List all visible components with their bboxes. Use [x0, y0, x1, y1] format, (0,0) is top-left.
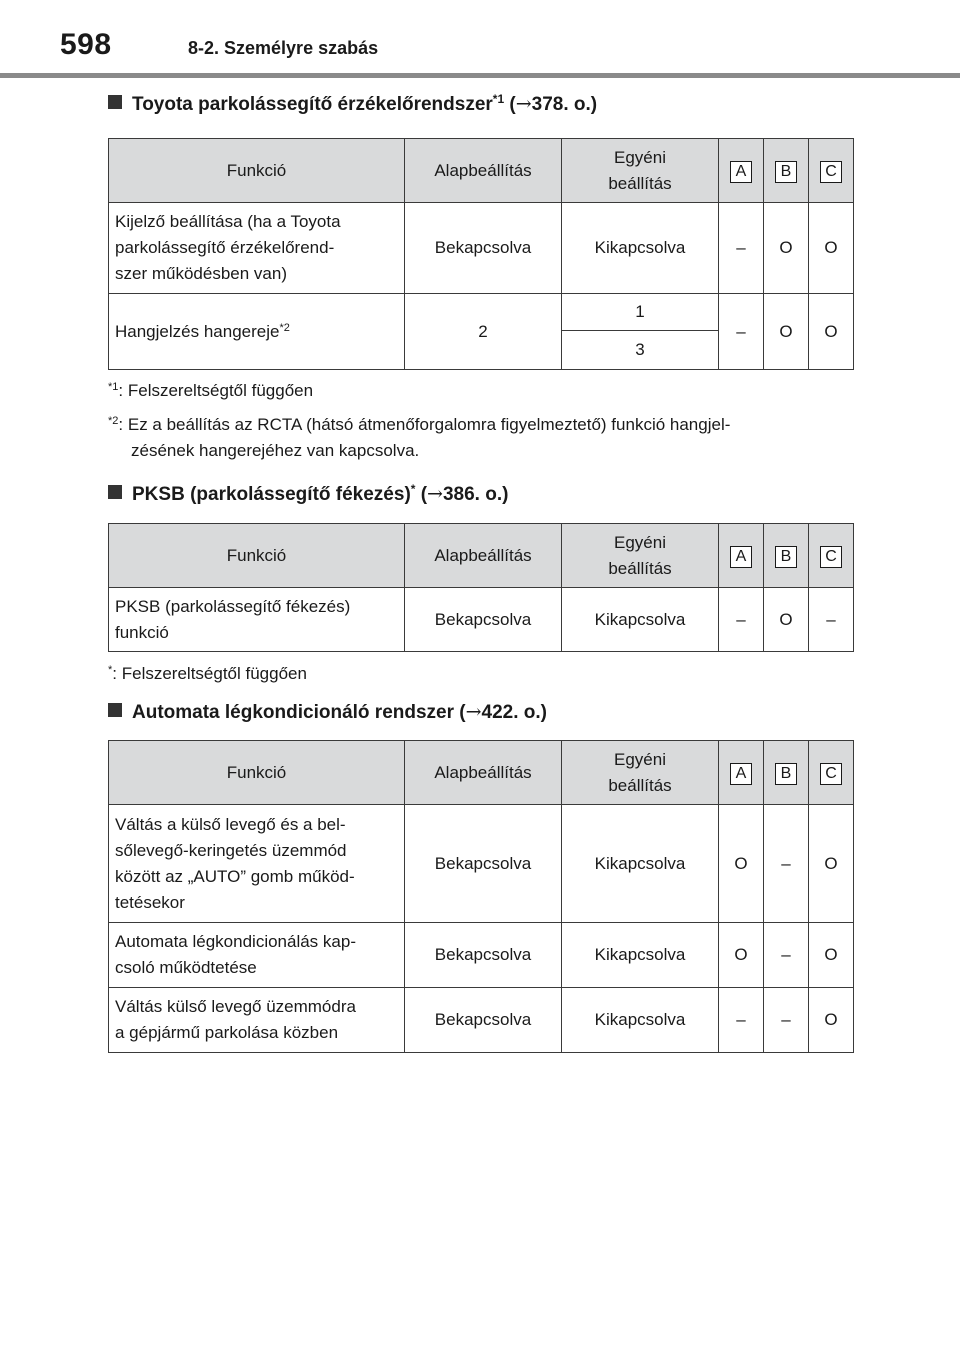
cell-a: –	[719, 203, 764, 294]
reference-arrow-icon: →	[465, 701, 482, 723]
function-cell: Kijelző beállítása (ha a Toyota parkolássegítő érzékelőrend- szer működésben van)	[109, 203, 405, 294]
cell-b: –	[764, 988, 809, 1053]
section-bullet-icon	[108, 703, 122, 717]
col-header-c: C	[809, 524, 854, 588]
cell-a: O	[719, 805, 764, 923]
function-cell: Hangjelzés hangereje$^{*2}$	[109, 294, 405, 370]
cell-b: –	[764, 805, 809, 923]
cell-c: O	[809, 294, 854, 370]
page-reference-link[interactable]: 378. o.)	[531, 94, 598, 115]
cell-c: O	[809, 988, 854, 1053]
custom-cell: Kikapcsolva	[562, 988, 719, 1053]
cell-c: –	[809, 588, 854, 652]
reference-arrow-icon: →	[515, 93, 532, 115]
col-header-c: C	[809, 139, 854, 203]
table-row	[109, 588, 854, 652]
chapter-title: 8-2. Személyre szabás	[188, 38, 379, 58]
section-title-pksb: PKSB (parkolássegítő fékezés)* (→386. o.)	[108, 483, 508, 506]
col-header-c: C	[809, 741, 854, 805]
section-title-parking-sensor: Toyota parkolássegítő érzékelőrendszer$^{*1}$ (→378. o.)	[108, 93, 597, 116]
cell-c: O	[809, 805, 854, 923]
col-header-function: Funkció	[109, 524, 405, 588]
page-header	[0, 0, 960, 80]
settings-table-pksb	[108, 523, 854, 652]
col-header-custom: Egyéni beállítás	[562, 741, 719, 805]
col-header-b: B	[764, 139, 809, 203]
cell-c: O	[809, 923, 854, 988]
table-row	[109, 805, 854, 923]
footnote: $^{*2}$: Ez a beállítás az RCTA (hátsó átmenőforgalomra figyelmeztető) funkció hangjel- zésének hangerejéhez van kapcsolva.	[108, 415, 731, 460]
col-header-default: Alapbeállítás	[405, 139, 562, 203]
default-cell: Bekapcsolva	[405, 988, 562, 1053]
page-reference-link[interactable]: 422. o.)	[481, 702, 548, 723]
custom-option: 3	[635, 340, 645, 359]
custom-cell: Kikapcsolva	[562, 805, 719, 923]
default-cell: Bekapcsolva	[405, 923, 562, 988]
cell-b: –	[764, 923, 809, 988]
reference-arrow-icon: →	[427, 483, 443, 505]
col-header-custom: Egyéni beállítás	[562, 524, 719, 588]
table-header-row	[109, 741, 854, 805]
function-cell: Váltás a külső levegő és a bel- sőlevegő-keringetés üzemmód között az „AUTO” gomb működ- tetésekor	[109, 805, 405, 923]
col-header-default: Alapbeállítás	[405, 741, 562, 805]
col-header-a: A	[719, 524, 764, 588]
custom-cell: Kikapcsolva	[562, 203, 719, 294]
table-header-row	[109, 139, 854, 203]
default-cell: 2	[405, 294, 562, 370]
custom-option: 1	[562, 294, 718, 331]
footnote: *: Felszereltségtől függően	[108, 664, 307, 683]
cell-c: O	[809, 203, 854, 294]
table-row	[109, 203, 854, 294]
col-header-custom: Egyéni beállítás	[562, 139, 719, 203]
col-header-default: Alapbeállítás	[405, 524, 562, 588]
table-row	[109, 923, 854, 988]
function-cell: Váltás külső levegő üzemmódra a gépjármű parkolása közben	[109, 988, 405, 1053]
default-cell: Bekapcsolva	[405, 588, 562, 652]
page-reference-link[interactable]: 386. o.)	[442, 484, 509, 505]
col-header-a: A	[719, 741, 764, 805]
custom-cell-options	[562, 294, 719, 370]
col-header-function: Funkció	[109, 741, 405, 805]
col-header-a: A	[719, 139, 764, 203]
settings-table-auto-ac	[108, 740, 854, 1053]
custom-cell: Kikapcsolva	[562, 588, 719, 652]
col-header-b: B	[764, 741, 809, 805]
cell-b: O	[764, 588, 809, 652]
section-bullet-icon	[108, 95, 122, 109]
function-cell: PKSB (parkolássegítő fékezés) funkció	[109, 588, 405, 652]
page-number: 598	[60, 28, 112, 61]
col-header-function: Funkció	[109, 139, 405, 203]
col-header-b: B	[764, 524, 809, 588]
section-bullet-icon	[108, 485, 122, 499]
cell-a: –	[719, 988, 764, 1053]
custom-cell: Kikapcsolva	[562, 923, 719, 988]
default-cell: Bekapcsolva	[405, 805, 562, 923]
section-title-auto-ac: Automata légkondicionáló rendszer (→422. o.)	[108, 701, 547, 724]
table-row	[109, 294, 854, 370]
settings-table-parking-sensor	[108, 138, 854, 370]
cell-a: O	[719, 923, 764, 988]
table-header-row	[109, 524, 854, 588]
cell-a: –	[719, 294, 764, 370]
table-row	[109, 988, 854, 1053]
cell-b: O	[764, 203, 809, 294]
footnote: $^{*1}$: Felszereltségtől függően	[108, 381, 314, 400]
cell-a: –	[719, 588, 764, 652]
default-cell: Bekapcsolva	[405, 203, 562, 294]
cell-b: O	[764, 294, 809, 370]
header-divider	[0, 73, 960, 78]
function-cell: Automata légkondicionálás kap- csoló működtetése	[109, 923, 405, 988]
